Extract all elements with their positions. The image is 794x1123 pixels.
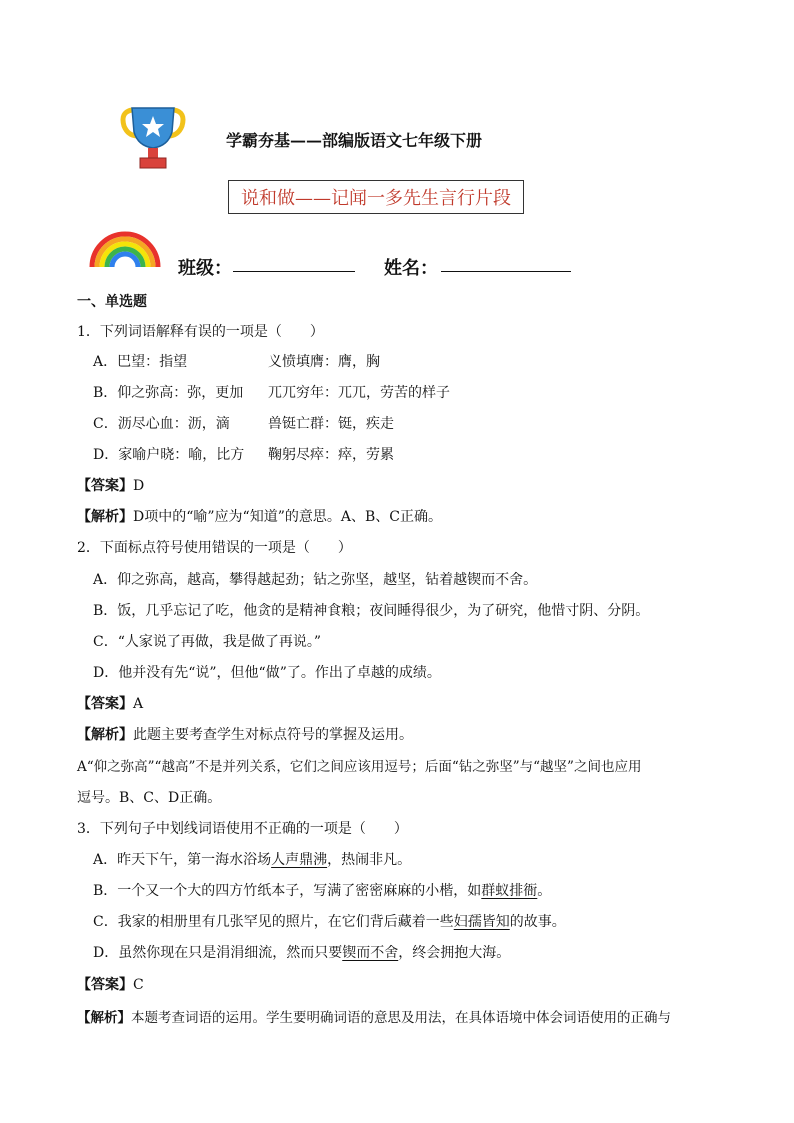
question-2-analysis-line-2: A“仰之弥高”“越高”不是并列关系，它们之间应该用逗号；后面“钻之弥坚”与“越坚”之间也应用 [77,759,642,775]
option-text: D．虽然你现在只是涓涓细流，然而只要 [93,945,343,961]
question-1-answer [77,476,144,496]
question-2-option-d: D．他并没有先“说”，但他“做”了。作出了卓越的成绩。 [93,665,441,681]
analysis-text: 此题主要考查学生对标点符号的掌握及运用。 [133,727,413,743]
question-1-option-b [93,383,693,403]
option-a-right: 义愤填膺：膺，胸 [268,354,380,370]
name-label: 姓名： [384,258,438,279]
option-b-right: 兀兀穷年：兀兀，劳苦的样子 [268,385,450,401]
question-1-option-c [93,414,693,434]
question-2-answer [77,694,143,714]
underlined-phrase: 人声鼎沸 [271,852,328,868]
question-3-stem: 3．下列句子中划线词语使用不正确的一项是（ ） [77,821,408,837]
answer-value: D [133,478,145,494]
class-blank-field[interactable] [233,271,355,272]
option-text: 的故事。 [509,914,566,930]
answer-tag: 【答案】 [77,478,133,494]
question-1-option-d [93,445,693,465]
class-label: 班级： [178,258,232,279]
answer-tag: 【答案】 [77,977,133,993]
question-2-option-c: C．“人家说了再做，我是做了再说。” [93,634,322,650]
analysis-text: 本题考查词语的运用。学生要明确词语的意思及用法，在具体语境中体会词语使用的正确与 [131,1010,671,1026]
answer-tag: 【答案】 [77,696,133,712]
trophy-icon [118,104,188,174]
name-blank-field[interactable] [441,271,571,272]
question-1-option-a [93,352,693,372]
option-text: ，热闹非凡。 [327,852,412,868]
question-3-option-b [93,881,551,901]
option-text: A．昨天下午，第一海水浴场 [93,852,272,868]
option-text: C．我家的相册里有几张罕见的照片，在它们背后藏着一些 [93,914,454,930]
option-c-right: 兽铤亡群：铤，疾走 [268,416,394,432]
question-2-stem: 2．下面标点符号使用错误的一项是（ ） [77,540,352,556]
option-a-left: A．巴望：指望 [93,354,188,370]
topic-title-text: 说和做——记闻一多先生言行片段 [241,188,511,209]
question-2-analysis-line-3: 逗号。B、C、D正确。 [77,790,222,806]
series-title: 学霸夯基——部编版语文七年级下册 [226,131,483,150]
analysis-tag: 【解析】 [77,727,133,743]
analysis-tag: 【解析】 [77,509,133,525]
answer-value: C [133,977,144,993]
option-b-left: B．仰之弥高：弥，更加 [93,385,244,401]
question-3-option-d [93,943,510,963]
question-2-option-a: A．仰之弥高，越高，攀得越起劲；钻之弥坚，越坚，钻着越锲而不舍。 [93,572,538,588]
underlined-phrase: 妇孺皆知 [453,914,510,930]
question-2-option-b: B．饭，几乎忘记了吃，他贪的是精神食粮；夜间睡得很少，为了研究，他惜寸阴、分阴。 [93,603,650,619]
rainbow-icon [88,229,162,269]
question-1-stem: 1．下列词语解释有误的一项是（ ） [77,324,324,340]
option-d-right: 鞠躬尽瘁：瘁，劳累 [268,447,394,463]
question-3-option-a [93,850,411,870]
option-c-left: C．沥尽心血：沥，滴 [93,416,230,432]
option-text: 。 [537,883,552,899]
question-1-analysis [77,507,442,527]
analysis-text: D项中的“喻”应为“知道”的意思。A、B、C正确。 [133,509,442,525]
question-2-analysis [77,725,413,745]
underlined-phrase: 群蚁排衙 [481,883,538,899]
option-text: B．一个又一个大的四方竹纸本子，写满了密密麻麻的小楷，如 [93,883,482,899]
analysis-tag: 【解析】 [77,1010,131,1026]
question-3-option-c [93,912,566,932]
option-text: ，终会拥抱大海。 [398,945,511,961]
question-3-analysis [77,1008,671,1028]
option-d-left: D．家喻户晓：喻，比方 [93,447,245,463]
question-3-answer [77,975,144,995]
answer-value: A [133,696,144,712]
topic-title [228,180,524,214]
section-heading: 一、单选题 [77,294,147,310]
underlined-phrase: 锲而不舍 [342,945,399,961]
